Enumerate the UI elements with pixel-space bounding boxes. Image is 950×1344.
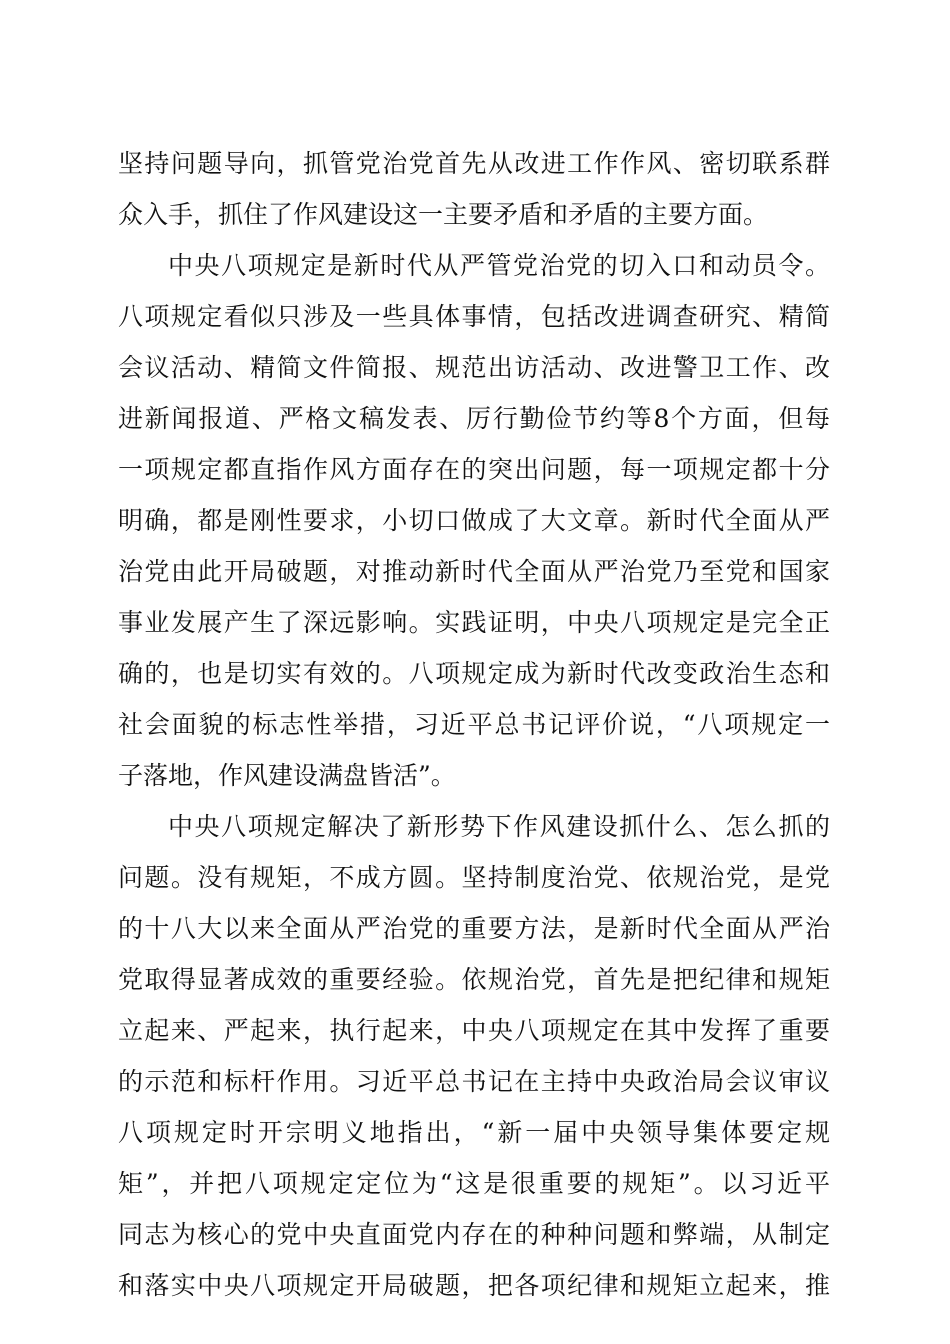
text-line: 确的，也是切实有效的。八项规定成为新时代改变政治生态和: [118, 659, 830, 688]
document-body: [118, 138, 830, 1311]
text-line: 八项规定看似只涉及一些具体事情，包括改进调查研究、精简: [118, 302, 830, 331]
text-line: 子落地，作风建设满盘皆活”。: [118, 761, 456, 790]
paragraph-1: [118, 138, 830, 240]
text-line: 党取得显著成效的重要经验。依规治党，首先是把纪律和规矩: [118, 965, 830, 994]
text-line: 进新闻报道、严格文稿发表、厉行勤俭节约等8个方面，但每: [118, 404, 830, 433]
text-line: 事业发展产生了深远影响。实践证明，中央八项规定是完全正: [118, 608, 830, 637]
text-line: 中央八项规定解决了新形势下作风建设抓什么、怎么抓的: [168, 812, 830, 841]
text-line: 的十八大以来全面从严治党的重要方法，是新时代全面从严治: [118, 914, 830, 943]
paragraph-3: [118, 801, 830, 1311]
text-line: 会议活动、精简文件简报、规范出访活动、改进警卫工作、改: [118, 353, 830, 382]
text-line: 矩”，并把八项规定定位为“这是很重要的规矩”。以习近平: [118, 1169, 830, 1198]
text-line: 明确，都是刚性要求，小切口做成了大文章。新时代全面从严: [118, 506, 830, 535]
text-line: 社会面貌的标志性举措，习近平总书记评价说，“八项规定一: [118, 710, 830, 739]
text-line: 的示范和标杆作用。习近平总书记在主持中央政治局会议审议: [118, 1067, 830, 1096]
text-line: 和落实中央八项规定开局破题，把各项纪律和规矩立起来，推: [118, 1271, 830, 1300]
paragraph-2: [118, 240, 830, 801]
text-line: 立起来、严起来，执行起来，中央八项规定在其中发挥了重要: [118, 1016, 830, 1045]
text-line: 一项规定都直指作风方面存在的突出问题，每一项规定都十分: [118, 455, 830, 484]
text-line: 八项规定时开宗明义地指出，“新一届中央领导集体要定规: [118, 1118, 830, 1147]
text-line: 中央八项规定是新时代从严管党治党的切入口和动员令。: [168, 251, 830, 280]
text-line: 众入手，抓住了作风建设这一主要矛盾和矛盾的主要方面。: [118, 200, 769, 229]
text-line: 治党由此开局破题，对推动新时代全面从严治党乃至党和国家: [118, 557, 830, 586]
text-line: 问题。没有规矩，不成方圆。坚持制度治党、依规治党，是党: [118, 863, 830, 892]
text-line: 同志为核心的党中央直面党内存在的种种问题和弊端，从制定: [118, 1220, 830, 1249]
text-line: 坚持问题导向，抓管党治党首先从改进工作作风、密切联系群: [118, 149, 830, 178]
